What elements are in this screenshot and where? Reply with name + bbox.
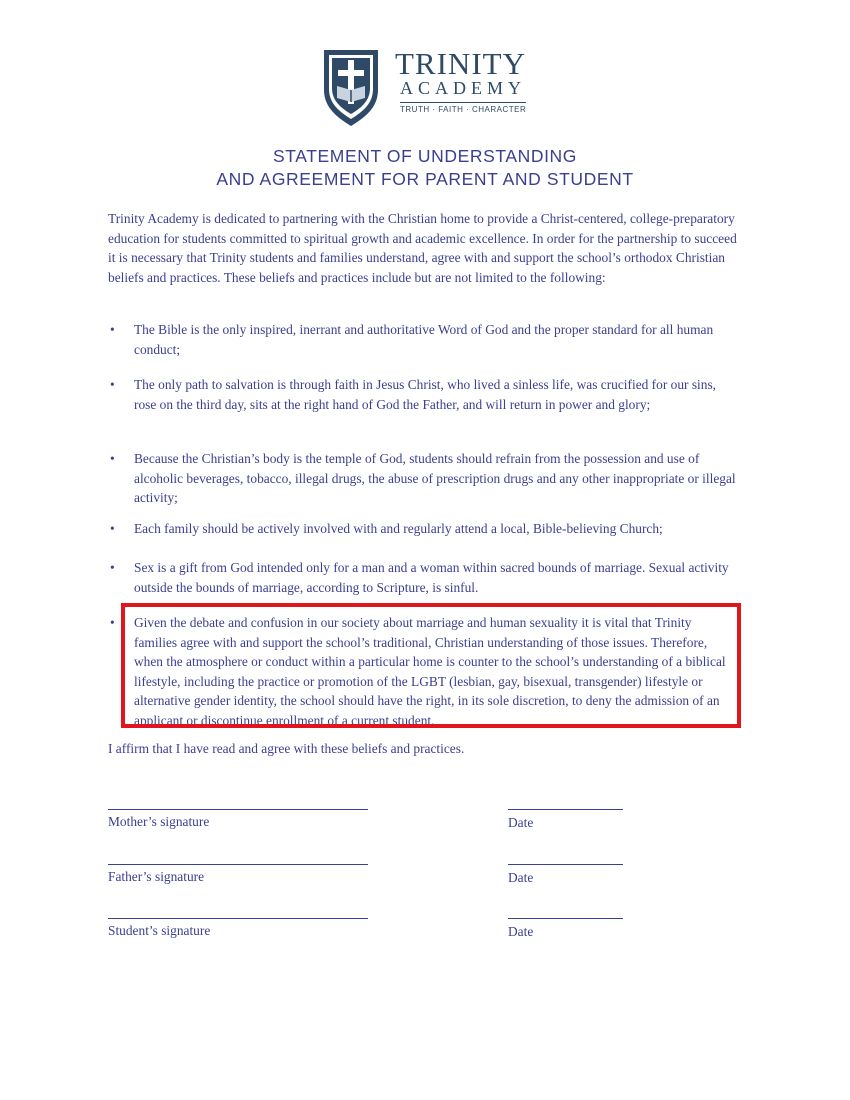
list-item-text: Each family should be actively involved with and regularly attend a local, Bible-believing Church; [134,521,663,536]
mother-signature-line[interactable] [108,809,368,810]
father-signature-label: Father’s signature [108,869,205,884]
bullet-icon: • [110,615,115,630]
intro-paragraph: Trinity Academy is dedicated to partnering with the Christian home to provide a Christ-centered, college-preparatory education for students committed to spiritual growth and academic excellence. In order for the partnership to succeed it is necessary that Trinity students and families understand, agree with and support the school’s orthodox Christian beliefs and practices. These beliefs and practices include but are not limited to the following: [108,211,737,285]
bullet-icon: • [110,377,115,392]
list-item-text: The Bible is the only inspired, inerrant and authoritative Word of God and the proper standard for all human conduct; [134,322,714,357]
list-item-text: Sex is a gift from God intended only for a man and a woman within sacred bounds of marriage. Sexual activity outside the bounds of marriage, according to Scripture, is sinful. [134,560,729,595]
father-signature-line[interactable] [108,864,368,865]
student-signature-line[interactable] [108,918,368,919]
father-date-label: Date [508,870,534,885]
bullet-icon: • [110,560,115,575]
list-item-text: Because the Christian’s body is the temple of God, students should refrain from the possession and use of alcoholic beverages, tobacco, illegal drugs, the abuse of prescription drugs and any other inappropriate or illegal activity; [134,451,736,506]
list-item-text: The only path to salvation is through faith in Jesus Christ, who lived a sinless life, was crucified for our sins, rose on the third day, sits at the right hand of God the Father, and will return in power and glory; [134,377,717,412]
document-title-line-2: AND AGREEMENT FOR PARENT AND STUDENT [216,169,634,189]
logo-name: TRINITY [395,46,526,81]
mother-date-label: Date [508,815,534,830]
student-signature-label: Student’s signature [108,923,211,938]
trinity-academy-logo [320,46,535,128]
shield-cross-icon [320,46,382,128]
mother-signature-label: Mother’s signature [108,814,210,829]
document-title-line-1: STATEMENT OF UNDERSTANDING [272,146,578,166]
logo-academy: ACADEMY [400,78,527,98]
student-date-line[interactable] [508,918,623,919]
list-item-text: Given the debate and confusion in our society about marriage and human sexuality it is vital that Trinity families agree with and support the school’s traditional, Christian understanding of those issues. Therefore, when the atmosphere or conduct within a particular home is counter to the school’s understanding of a biblical lifestyle, including the practice or promotion of the LGBT (lesbian, gay, bisexual, transgender) lifestyle or alternative gender identity, the school should have the right, in its sole discretion, to deny the admission of an applicant or discontinue enrollment of a current student. [134,615,726,728]
logo-tagline: TRUTH · FAITH · CHARACTER [400,102,526,114]
highlight-box [121,603,741,728]
mother-date-line[interactable] [508,809,623,810]
bullet-icon: • [110,322,115,337]
father-date-line[interactable] [508,864,623,865]
bullet-icon: • [110,521,115,536]
bullet-icon: • [110,451,115,466]
student-date-label: Date [508,924,534,939]
affirmation-statement: I affirm that I have read and agree with these beliefs and practices. [108,741,465,756]
